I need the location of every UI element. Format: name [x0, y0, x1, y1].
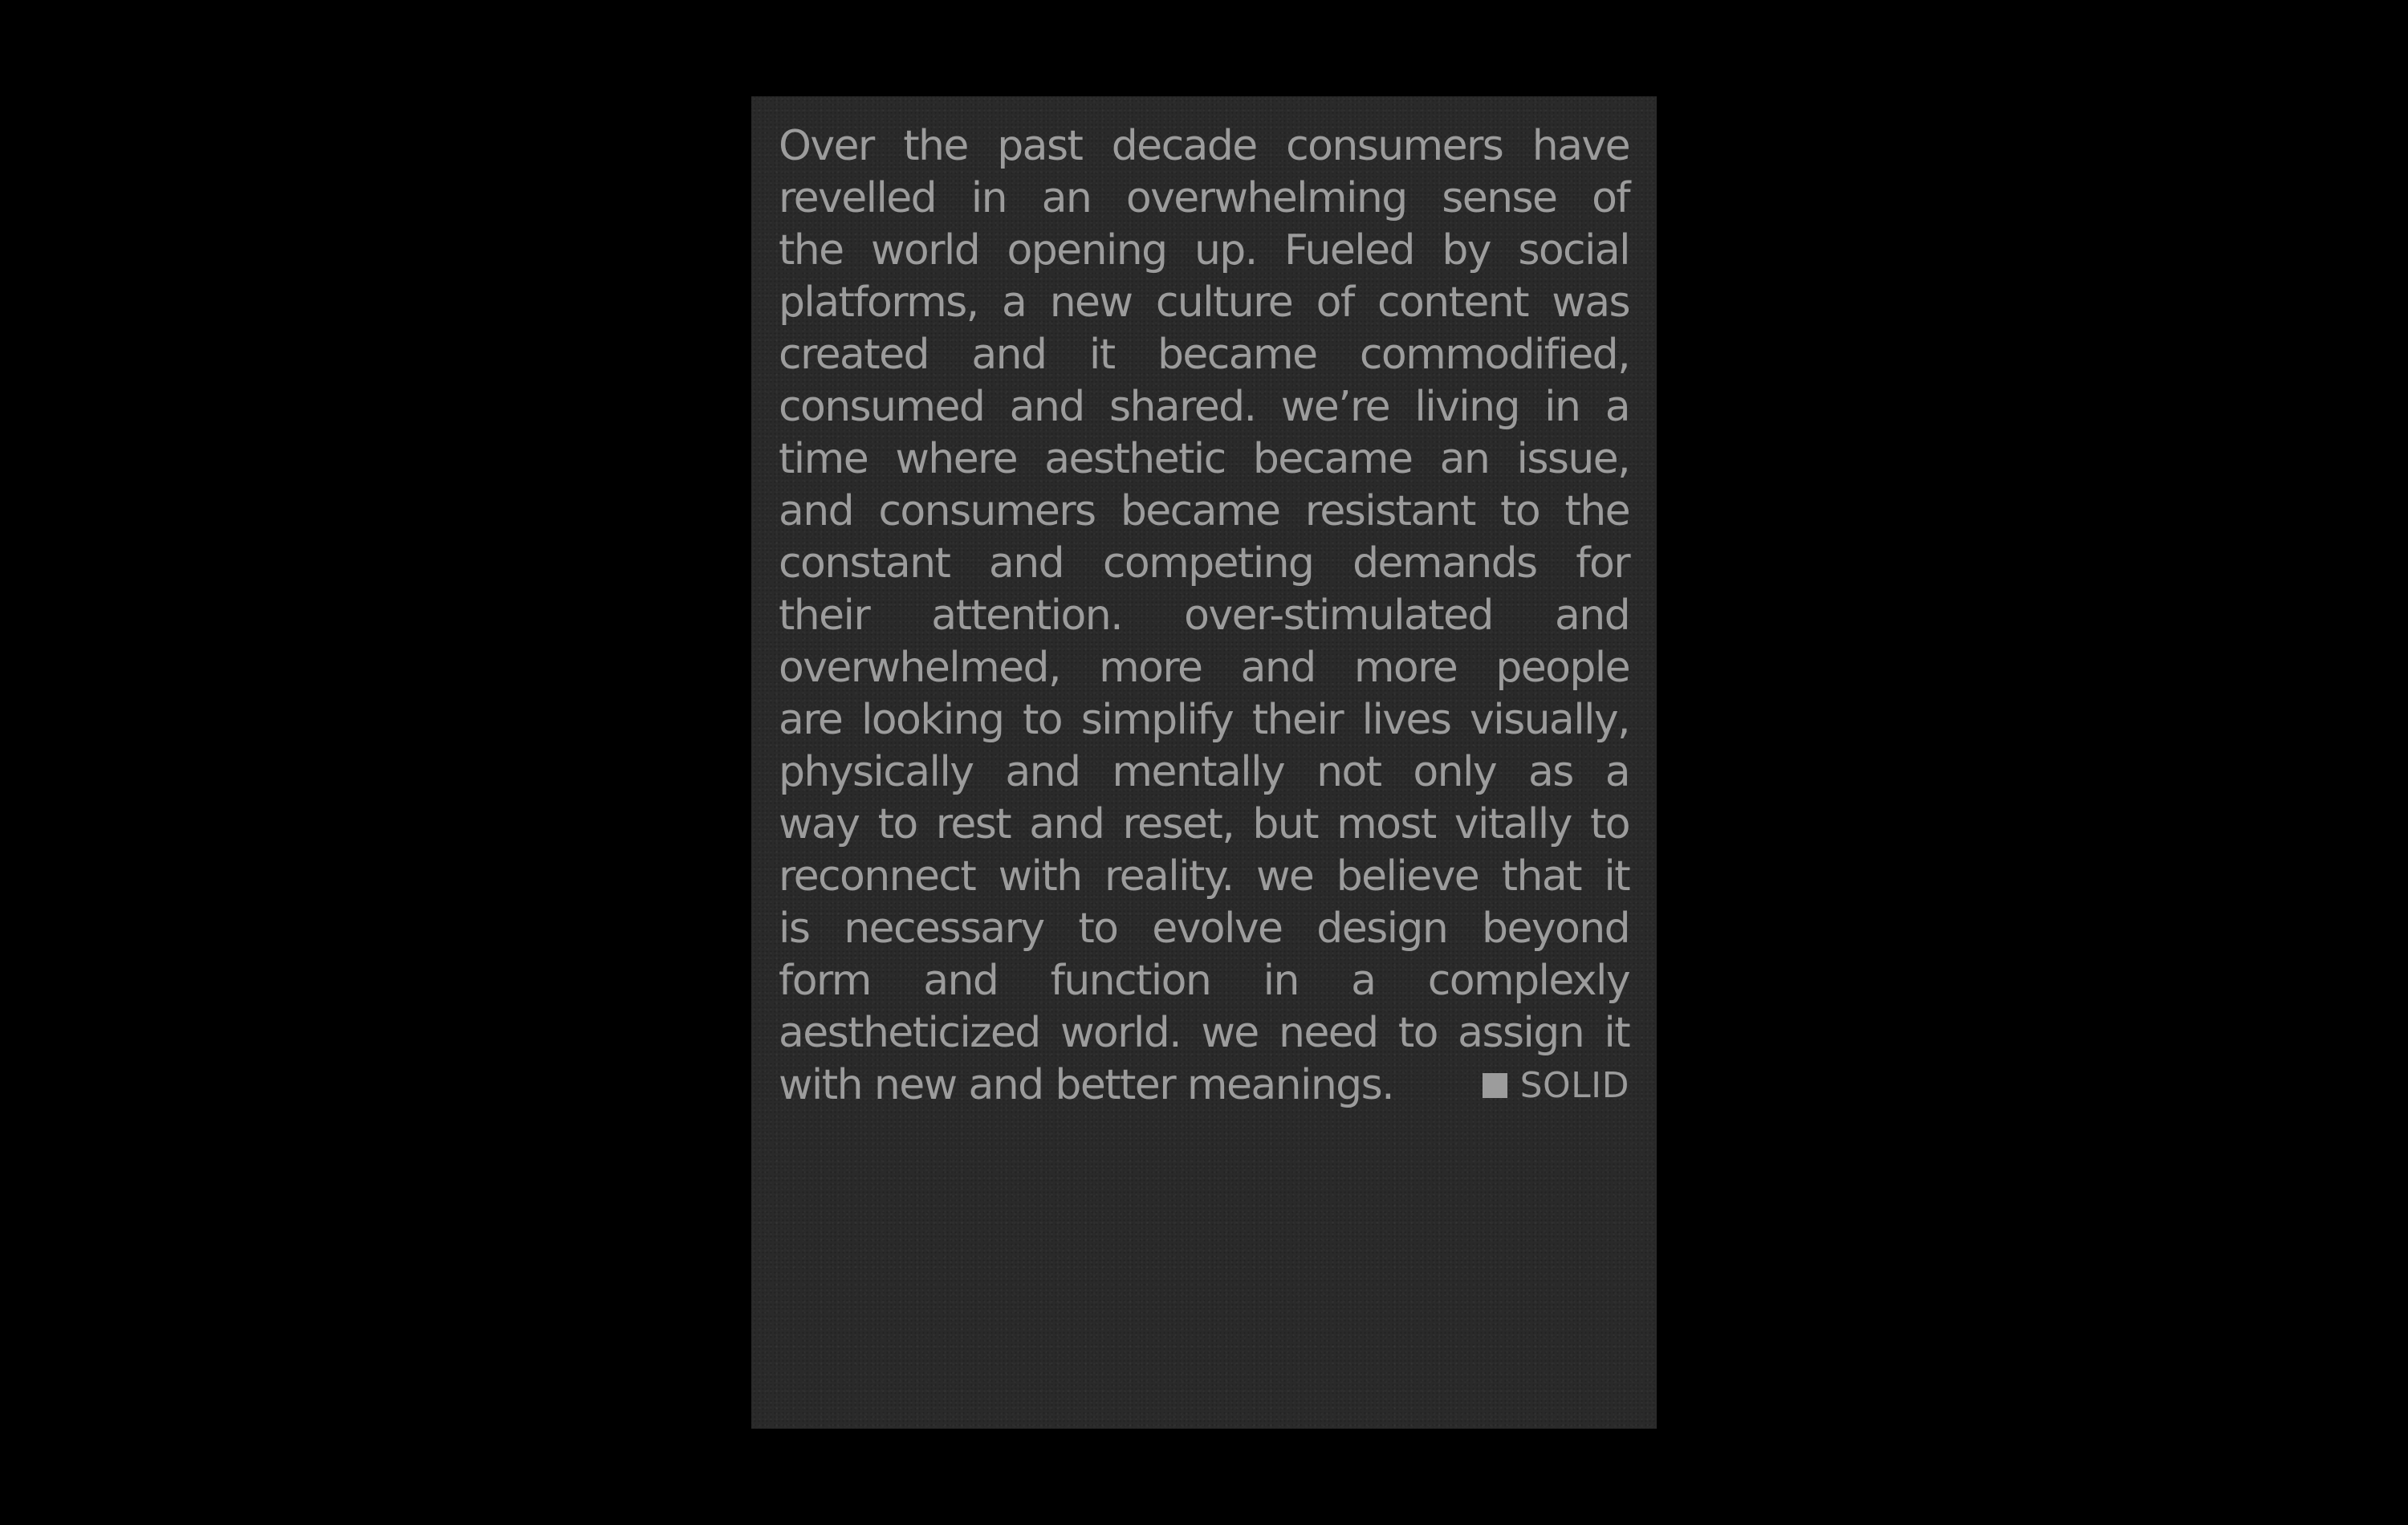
text-line: is necessary to evolve design beyond	[779, 905, 1629, 953]
text-line: time where aesthetic became an issue,	[779, 435, 1629, 483]
square-icon	[1483, 1073, 1507, 1098]
text-line-last	[779, 1059, 1629, 1112]
text-line: Over the past decade consumers have	[779, 122, 1629, 170]
text-line: reconnect with reality. we believe that it	[779, 852, 1629, 901]
text-line: revelled in an overwhelming sense of	[779, 174, 1629, 222]
text-line: their attention. over-stimulated and	[779, 592, 1629, 640]
manifesto-text	[779, 120, 1629, 1112]
text-line: with new and better meanings.	[779, 1061, 1393, 1109]
text-line: and consumers became resistant to the	[779, 487, 1629, 535]
text-line: form and function in a complexly	[779, 957, 1629, 1005]
text-line: the world opening up. Fueled by social	[779, 226, 1629, 274]
text-line: are looking to simplify their lives visually,	[779, 696, 1629, 744]
poster-card	[751, 96, 1657, 1429]
text-line: aestheticized world. we need to assign it	[779, 1009, 1629, 1057]
text-line: way to rest and reset, but most vitally to	[779, 800, 1629, 848]
text-line: constant and competing demands for	[779, 539, 1629, 588]
brand-name: SOLID	[1519, 1065, 1629, 1106]
text-line: created and it became commodified,	[779, 331, 1629, 379]
text-line: consumed and shared. we’re living in a	[779, 383, 1629, 431]
text-line: physically and mentally not only as a	[779, 748, 1629, 796]
text-line: overwhelmed, more and more people	[779, 644, 1629, 692]
brand-signature	[1483, 1059, 1629, 1112]
text-line: platforms, a new culture of content was	[779, 279, 1629, 327]
